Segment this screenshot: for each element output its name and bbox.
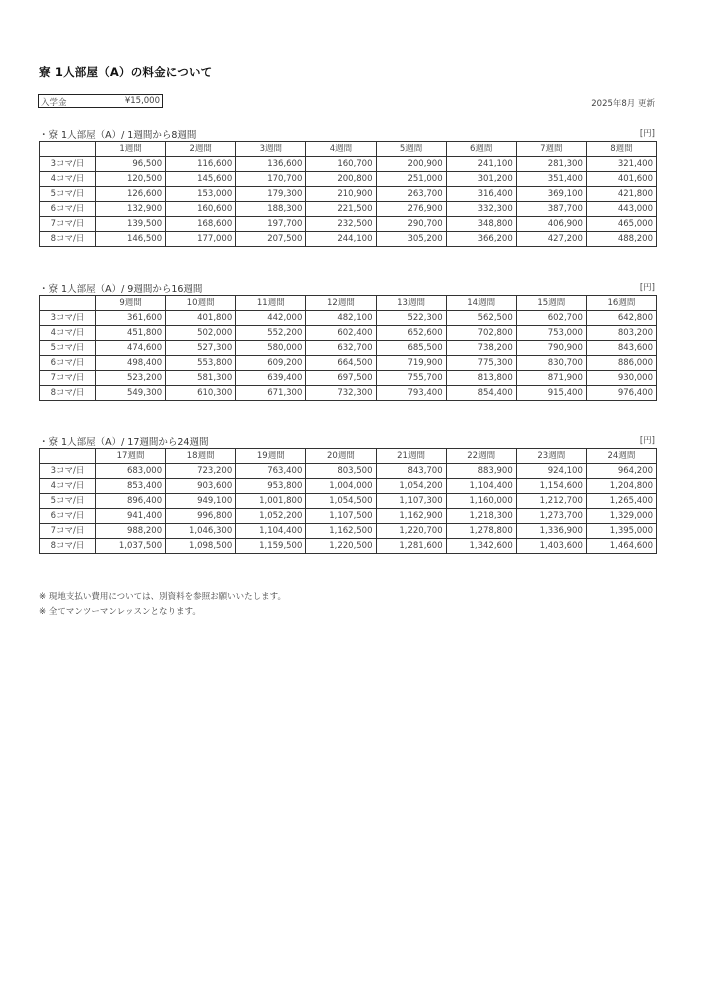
- table-row: [40, 356, 657, 371]
- price-cell: 361,600: [96, 311, 166, 326]
- notes: [39, 590, 286, 620]
- price-cell: 602,700: [516, 311, 586, 326]
- column-header: 10週間: [166, 296, 236, 311]
- price-cell: 1,336,900: [516, 524, 586, 539]
- price-cell: 305,200: [376, 232, 446, 247]
- price-cell: 976,400: [586, 386, 656, 401]
- currency-unit-label: [円]: [639, 129, 655, 139]
- table-row: [40, 232, 657, 247]
- column-header: 1週間: [96, 142, 166, 157]
- price-cell: 964,200: [586, 464, 656, 479]
- price-cell: 753,000: [516, 326, 586, 341]
- column-header: 2週間: [166, 142, 236, 157]
- updated-date: 2025年8月 更新: [591, 99, 655, 109]
- price-cell: 160,700: [306, 157, 376, 172]
- price-cell: 953,800: [236, 479, 306, 494]
- column-header: 17週間: [96, 449, 166, 464]
- price-cell: 281,300: [516, 157, 586, 172]
- price-cell: 853,400: [96, 479, 166, 494]
- price-cell: 120,500: [96, 172, 166, 187]
- table-header-row: [40, 449, 657, 464]
- column-header: 12週間: [306, 296, 376, 311]
- row-label: 5コマ/日: [40, 494, 96, 509]
- price-cell: 210,900: [306, 187, 376, 202]
- row-label: 4コマ/日: [40, 326, 96, 341]
- row-label: 5コマ/日: [40, 187, 96, 202]
- price-cell: 263,700: [376, 187, 446, 202]
- section-title: ・寮 1人部屋（A）/ 17週間から24週間: [39, 437, 209, 448]
- table-row: [40, 187, 657, 202]
- price-cell: 1,403,600: [516, 539, 586, 554]
- price-cell: 153,000: [166, 187, 236, 202]
- price-cell: 290,700: [376, 217, 446, 232]
- price-cell: 552,200: [236, 326, 306, 341]
- price-cell: 527,300: [166, 341, 236, 356]
- price-cell: 664,500: [306, 356, 376, 371]
- column-header: 4週間: [306, 142, 376, 157]
- price-cell: 903,600: [166, 479, 236, 494]
- price-cell: 719,900: [376, 356, 446, 371]
- price-cell: 1,395,000: [586, 524, 656, 539]
- price-cell: 200,900: [376, 157, 446, 172]
- price-cell: 332,300: [446, 202, 516, 217]
- table-header-row: [40, 296, 657, 311]
- price-cell: 755,700: [376, 371, 446, 386]
- price-cell: 502,000: [166, 326, 236, 341]
- price-cell: 136,600: [236, 157, 306, 172]
- price-cell: 639,400: [236, 371, 306, 386]
- price-cell: 738,200: [446, 341, 516, 356]
- price-cell: 1,159,500: [236, 539, 306, 554]
- price-cell: 609,200: [236, 356, 306, 371]
- price-cell: 465,000: [586, 217, 656, 232]
- price-cell: 1,342,600: [446, 539, 516, 554]
- page-title: 寮 1人部屋（A）の料金について: [39, 65, 213, 79]
- price-table: [39, 141, 657, 247]
- column-header: 14週間: [446, 296, 516, 311]
- price-cell: 1,212,700: [516, 494, 586, 509]
- price-cell: 221,500: [306, 202, 376, 217]
- price-cell: 803,500: [306, 464, 376, 479]
- corner-cell: [40, 449, 96, 464]
- price-cell: 580,000: [236, 341, 306, 356]
- price-cell: 301,200: [446, 172, 516, 187]
- price-cell: 671,300: [236, 386, 306, 401]
- table-row: [40, 202, 657, 217]
- price-cell: 1,265,400: [586, 494, 656, 509]
- price-cell: 1,160,000: [446, 494, 516, 509]
- row-label: 6コマ/日: [40, 509, 96, 524]
- price-cell: 697,500: [306, 371, 376, 386]
- price-cell: 207,500: [236, 232, 306, 247]
- price-cell: 813,800: [446, 371, 516, 386]
- price-cell: 1,218,300: [446, 509, 516, 524]
- price-cell: 702,800: [446, 326, 516, 341]
- row-label: 7コマ/日: [40, 371, 96, 386]
- price-cell: 949,100: [166, 494, 236, 509]
- table-row: [40, 386, 657, 401]
- price-cell: 197,700: [236, 217, 306, 232]
- price-cell: 387,700: [516, 202, 586, 217]
- price-cell: 168,600: [166, 217, 236, 232]
- column-header: 9週間: [96, 296, 166, 311]
- table-header-row: [40, 142, 657, 157]
- price-cell: 200,800: [306, 172, 376, 187]
- row-label: 8コマ/日: [40, 539, 96, 554]
- section-title: ・寮 1人部屋（A）/ 1週間から8週間: [39, 130, 197, 141]
- price-cell: 401,800: [166, 311, 236, 326]
- price-cell: 366,200: [446, 232, 516, 247]
- column-header: 8週間: [586, 142, 656, 157]
- price-cell: 316,400: [446, 187, 516, 202]
- note-item: ※ 全てマンツーマンレッスンとなります。: [39, 607, 201, 617]
- column-header: 20週間: [306, 449, 376, 464]
- price-cell: 553,800: [166, 356, 236, 371]
- row-label: 8コマ/日: [40, 232, 96, 247]
- price-cell: 549,300: [96, 386, 166, 401]
- column-header: 21週間: [376, 449, 446, 464]
- column-header: 15週間: [516, 296, 586, 311]
- table-row: [40, 494, 657, 509]
- price-cell: 443,000: [586, 202, 656, 217]
- price-cell: 1,107,300: [376, 494, 446, 509]
- price-cell: 996,800: [166, 509, 236, 524]
- price-cell: 1,220,500: [306, 539, 376, 554]
- price-cell: 843,600: [586, 341, 656, 356]
- price-cell: 241,100: [446, 157, 516, 172]
- price-cell: 276,900: [376, 202, 446, 217]
- note-item: ※ 現地支払い費用については、別資料を参照お願いいたします。: [39, 592, 286, 602]
- price-cell: 351,400: [516, 172, 586, 187]
- table-row: [40, 217, 657, 232]
- price-cell: 406,900: [516, 217, 586, 232]
- price-cell: 488,200: [586, 232, 656, 247]
- price-cell: 1,281,600: [376, 539, 446, 554]
- price-cell: 1,054,500: [306, 494, 376, 509]
- row-label: 4コマ/日: [40, 172, 96, 187]
- column-header: 3週間: [236, 142, 306, 157]
- enrollment-fee-label: 入学金: [41, 98, 67, 108]
- row-label: 4コマ/日: [40, 479, 96, 494]
- corner-cell: [40, 296, 96, 311]
- row-label: 6コマ/日: [40, 202, 96, 217]
- price-cell: 1,052,200: [236, 509, 306, 524]
- table-row: [40, 311, 657, 326]
- price-cell: 139,500: [96, 217, 166, 232]
- price-cell: 843,700: [376, 464, 446, 479]
- price-cell: 1,098,500: [166, 539, 236, 554]
- price-cell: 1,004,000: [306, 479, 376, 494]
- price-cell: 871,900: [516, 371, 586, 386]
- price-cell: 803,200: [586, 326, 656, 341]
- price-cell: 451,800: [96, 326, 166, 341]
- price-cell: 188,300: [236, 202, 306, 217]
- table-row: [40, 509, 657, 524]
- column-header: 24週間: [586, 449, 656, 464]
- row-label: 8コマ/日: [40, 386, 96, 401]
- price-cell: 1,046,300: [166, 524, 236, 539]
- price-cell: 126,600: [96, 187, 166, 202]
- price-cell: 1,154,600: [516, 479, 586, 494]
- enrollment-fee-value: ¥15,000: [124, 96, 160, 106]
- row-label: 3コマ/日: [40, 311, 96, 326]
- price-cell: 1,162,500: [306, 524, 376, 539]
- column-header: 22週間: [446, 449, 516, 464]
- table-row: [40, 341, 657, 356]
- price-cell: 1,001,800: [236, 494, 306, 509]
- row-label: 5コマ/日: [40, 341, 96, 356]
- section-title: ・寮 1人部屋（A）/ 9週間から16週間: [39, 284, 203, 295]
- price-cell: 941,400: [96, 509, 166, 524]
- column-header: 5週間: [376, 142, 446, 157]
- column-header: 18週間: [166, 449, 236, 464]
- price-cell: 793,400: [376, 386, 446, 401]
- price-cell: 775,300: [446, 356, 516, 371]
- table-row: [40, 524, 657, 539]
- price-cell: 1,204,800: [586, 479, 656, 494]
- price-cell: 1,273,700: [516, 509, 586, 524]
- table-row: [40, 464, 657, 479]
- price-cell: 642,800: [586, 311, 656, 326]
- row-label: 7コマ/日: [40, 217, 96, 232]
- row-label: 3コマ/日: [40, 157, 96, 172]
- price-cell: 830,700: [516, 356, 586, 371]
- price-cell: 886,000: [586, 356, 656, 371]
- price-cell: 244,100: [306, 232, 376, 247]
- table-row: [40, 172, 657, 187]
- row-label: 3コマ/日: [40, 464, 96, 479]
- price-cell: 652,600: [376, 326, 446, 341]
- table-row: [40, 157, 657, 172]
- table-row: [40, 539, 657, 554]
- price-cell: 146,500: [96, 232, 166, 247]
- price-cell: 790,900: [516, 341, 586, 356]
- price-cell: 482,100: [306, 311, 376, 326]
- price-cell: 1,278,800: [446, 524, 516, 539]
- price-cell: 1,104,400: [446, 479, 516, 494]
- price-cell: 581,300: [166, 371, 236, 386]
- column-header: 16週間: [586, 296, 656, 311]
- price-cell: 1,162,900: [376, 509, 446, 524]
- table-row: [40, 371, 657, 386]
- column-header: 23週間: [516, 449, 586, 464]
- column-header: 11週間: [236, 296, 306, 311]
- price-cell: 732,300: [306, 386, 376, 401]
- price-cell: 145,600: [166, 172, 236, 187]
- price-cell: 562,500: [446, 311, 516, 326]
- price-cell: 988,200: [96, 524, 166, 539]
- price-cell: 427,200: [516, 232, 586, 247]
- enrollment-fee-box: [38, 94, 163, 108]
- price-cell: 685,500: [376, 341, 446, 356]
- price-cell: 179,300: [236, 187, 306, 202]
- price-cell: 177,000: [166, 232, 236, 247]
- price-cell: 132,900: [96, 202, 166, 217]
- price-cell: 251,000: [376, 172, 446, 187]
- price-cell: 170,700: [236, 172, 306, 187]
- currency-unit-label: [円]: [639, 436, 655, 446]
- price-cell: 421,800: [586, 187, 656, 202]
- price-cell: 723,200: [166, 464, 236, 479]
- price-cell: 930,000: [586, 371, 656, 386]
- price-cell: 369,100: [516, 187, 586, 202]
- price-cell: 883,900: [446, 464, 516, 479]
- price-cell: 896,400: [96, 494, 166, 509]
- currency-unit-label: [円]: [639, 283, 655, 293]
- price-cell: 348,800: [446, 217, 516, 232]
- price-cell: 632,700: [306, 341, 376, 356]
- price-cell: 1,329,000: [586, 509, 656, 524]
- price-cell: 1,054,200: [376, 479, 446, 494]
- row-label: 6コマ/日: [40, 356, 96, 371]
- column-header: 6週間: [446, 142, 516, 157]
- column-header: 13週間: [376, 296, 446, 311]
- row-label: 7コマ/日: [40, 524, 96, 539]
- price-cell: 763,400: [236, 464, 306, 479]
- table-row: [40, 479, 657, 494]
- price-cell: 1,220,700: [376, 524, 446, 539]
- price-cell: 442,000: [236, 311, 306, 326]
- corner-cell: [40, 142, 96, 157]
- price-table: [39, 448, 657, 554]
- price-cell: 498,400: [96, 356, 166, 371]
- price-cell: 522,300: [376, 311, 446, 326]
- price-cell: 96,500: [96, 157, 166, 172]
- price-cell: 602,400: [306, 326, 376, 341]
- price-cell: 116,600: [166, 157, 236, 172]
- price-cell: 401,600: [586, 172, 656, 187]
- price-cell: 321,400: [586, 157, 656, 172]
- price-cell: 1,037,500: [96, 539, 166, 554]
- price-table: [39, 295, 657, 401]
- price-cell: 1,104,400: [236, 524, 306, 539]
- price-cell: 523,200: [96, 371, 166, 386]
- price-cell: 1,107,500: [306, 509, 376, 524]
- price-cell: 915,400: [516, 386, 586, 401]
- price-cell: 474,600: [96, 341, 166, 356]
- column-header: 19週間: [236, 449, 306, 464]
- price-cell: 232,500: [306, 217, 376, 232]
- price-cell: 924,100: [516, 464, 586, 479]
- price-cell: 854,400: [446, 386, 516, 401]
- price-cell: 160,600: [166, 202, 236, 217]
- table-row: [40, 326, 657, 341]
- price-cell: 610,300: [166, 386, 236, 401]
- price-cell: 1,464,600: [586, 539, 656, 554]
- column-header: 7週間: [516, 142, 586, 157]
- price-cell: 683,000: [96, 464, 166, 479]
